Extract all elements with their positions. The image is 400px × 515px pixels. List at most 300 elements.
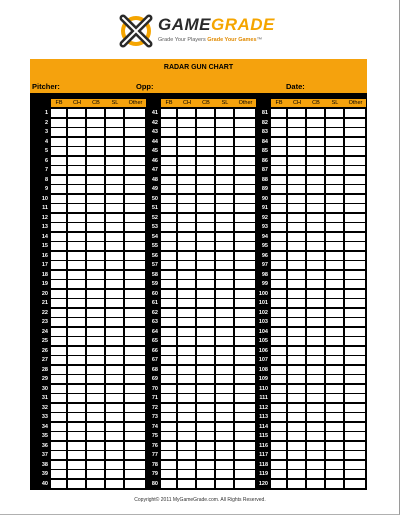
velocity-cell-sl[interactable]: [216, 328, 233, 336]
velocity-cell-other[interactable]: [345, 261, 365, 269]
velocity-cell-sl[interactable]: [326, 366, 343, 374]
velocity-cell-cb[interactable]: [87, 176, 104, 184]
velocity-cell-sl[interactable]: [216, 157, 233, 165]
velocity-cell-cb[interactable]: [197, 470, 214, 478]
velocity-cell-other[interactable]: [125, 176, 145, 184]
velocity-cell-cb[interactable]: [307, 356, 324, 364]
velocity-cell-sl[interactable]: [326, 394, 343, 402]
velocity-cell-fb[interactable]: [51, 480, 66, 488]
velocity-cell-cb[interactable]: [307, 394, 324, 402]
velocity-cell-cb[interactable]: [197, 214, 214, 222]
velocity-cell-other[interactable]: [125, 195, 145, 203]
velocity-cell-other[interactable]: [345, 318, 365, 326]
velocity-cell-other[interactable]: [235, 423, 255, 431]
velocity-cell-ch[interactable]: [288, 442, 305, 450]
velocity-cell-sl[interactable]: [326, 461, 343, 469]
velocity-cell-fb[interactable]: [271, 176, 286, 184]
velocity-cell-other[interactable]: [235, 119, 255, 127]
velocity-cell-sl[interactable]: [326, 166, 343, 174]
velocity-cell-cb[interactable]: [87, 223, 104, 231]
velocity-cell-fb[interactable]: [51, 423, 66, 431]
velocity-cell-cb[interactable]: [87, 261, 104, 269]
velocity-cell-other[interactable]: [235, 271, 255, 279]
velocity-cell-sl[interactable]: [106, 166, 123, 174]
velocity-cell-sl[interactable]: [106, 337, 123, 345]
velocity-cell-cb[interactable]: [307, 375, 324, 383]
velocity-cell-sl[interactable]: [326, 480, 343, 488]
velocity-cell-ch[interactable]: [178, 423, 195, 431]
velocity-cell-fb[interactable]: [271, 280, 286, 288]
velocity-cell-sl[interactable]: [326, 337, 343, 345]
velocity-cell-sl[interactable]: [326, 347, 343, 355]
velocity-cell-ch[interactable]: [68, 366, 85, 374]
velocity-cell-other[interactable]: [125, 166, 145, 174]
velocity-cell-sl[interactable]: [216, 318, 233, 326]
velocity-cell-cb[interactable]: [197, 223, 214, 231]
velocity-cell-other[interactable]: [235, 366, 255, 374]
velocity-cell-cb[interactable]: [197, 195, 214, 203]
velocity-cell-ch[interactable]: [68, 385, 85, 393]
velocity-cell-cb[interactable]: [87, 451, 104, 459]
velocity-cell-sl[interactable]: [326, 432, 343, 440]
velocity-cell-other[interactable]: [125, 223, 145, 231]
velocity-cell-fb[interactable]: [271, 318, 286, 326]
velocity-cell-ch[interactable]: [178, 214, 195, 222]
velocity-cell-fb[interactable]: [271, 157, 286, 165]
velocity-cell-ch[interactable]: [68, 271, 85, 279]
velocity-cell-ch[interactable]: [178, 195, 195, 203]
velocity-cell-fb[interactable]: [161, 176, 176, 184]
velocity-cell-cb[interactable]: [87, 461, 104, 469]
velocity-cell-fb[interactable]: [51, 233, 66, 241]
velocity-cell-ch[interactable]: [288, 309, 305, 317]
velocity-cell-sl[interactable]: [216, 147, 233, 155]
velocity-cell-cb[interactable]: [197, 157, 214, 165]
velocity-cell-cb[interactable]: [197, 375, 214, 383]
velocity-cell-cb[interactable]: [307, 328, 324, 336]
velocity-cell-other[interactable]: [345, 214, 365, 222]
velocity-cell-ch[interactable]: [288, 404, 305, 412]
velocity-cell-fb[interactable]: [161, 385, 176, 393]
velocity-cell-ch[interactable]: [178, 375, 195, 383]
velocity-cell-ch[interactable]: [68, 204, 85, 212]
velocity-cell-sl[interactable]: [326, 375, 343, 383]
velocity-cell-fb[interactable]: [51, 261, 66, 269]
velocity-cell-fb[interactable]: [271, 366, 286, 374]
velocity-cell-fb[interactable]: [51, 242, 66, 250]
velocity-cell-fb[interactable]: [271, 195, 286, 203]
velocity-cell-sl[interactable]: [106, 413, 123, 421]
velocity-cell-other[interactable]: [125, 290, 145, 298]
velocity-cell-fb[interactable]: [51, 271, 66, 279]
velocity-cell-other[interactable]: [125, 271, 145, 279]
velocity-cell-fb[interactable]: [51, 299, 66, 307]
velocity-cell-ch[interactable]: [288, 204, 305, 212]
velocity-cell-ch[interactable]: [178, 442, 195, 450]
velocity-cell-fb[interactable]: [161, 185, 176, 193]
velocity-cell-cb[interactable]: [87, 204, 104, 212]
velocity-cell-other[interactable]: [125, 280, 145, 288]
velocity-cell-fb[interactable]: [161, 366, 176, 374]
velocity-cell-fb[interactable]: [161, 204, 176, 212]
velocity-cell-ch[interactable]: [288, 385, 305, 393]
velocity-cell-other[interactable]: [125, 242, 145, 250]
velocity-cell-fb[interactable]: [51, 252, 66, 260]
velocity-cell-sl[interactable]: [216, 138, 233, 146]
velocity-cell-sl[interactable]: [106, 252, 123, 260]
velocity-cell-other[interactable]: [235, 347, 255, 355]
velocity-cell-other[interactable]: [345, 404, 365, 412]
velocity-cell-other[interactable]: [125, 461, 145, 469]
velocity-cell-ch[interactable]: [288, 318, 305, 326]
velocity-cell-ch[interactable]: [288, 470, 305, 478]
velocity-cell-ch[interactable]: [68, 195, 85, 203]
velocity-cell-other[interactable]: [125, 233, 145, 241]
velocity-cell-cb[interactable]: [197, 109, 214, 117]
velocity-cell-ch[interactable]: [178, 461, 195, 469]
velocity-cell-fb[interactable]: [51, 404, 66, 412]
velocity-cell-ch[interactable]: [68, 214, 85, 222]
velocity-cell-ch[interactable]: [68, 404, 85, 412]
velocity-cell-sl[interactable]: [216, 375, 233, 383]
velocity-cell-ch[interactable]: [68, 356, 85, 364]
velocity-cell-other[interactable]: [235, 309, 255, 317]
velocity-cell-cb[interactable]: [197, 356, 214, 364]
velocity-cell-fb[interactable]: [271, 337, 286, 345]
velocity-cell-other[interactable]: [345, 356, 365, 364]
velocity-cell-fb[interactable]: [161, 337, 176, 345]
velocity-cell-sl[interactable]: [326, 204, 343, 212]
velocity-cell-ch[interactable]: [288, 185, 305, 193]
velocity-cell-sl[interactable]: [326, 328, 343, 336]
velocity-cell-cb[interactable]: [307, 147, 324, 155]
velocity-cell-other[interactable]: [125, 385, 145, 393]
velocity-cell-cb[interactable]: [307, 385, 324, 393]
velocity-cell-fb[interactable]: [51, 214, 66, 222]
velocity-cell-other[interactable]: [235, 413, 255, 421]
velocity-cell-sl[interactable]: [106, 404, 123, 412]
velocity-cell-fb[interactable]: [271, 375, 286, 383]
velocity-cell-sl[interactable]: [106, 233, 123, 241]
velocity-cell-other[interactable]: [345, 347, 365, 355]
velocity-cell-ch[interactable]: [178, 356, 195, 364]
velocity-cell-other[interactable]: [125, 157, 145, 165]
velocity-cell-fb[interactable]: [161, 195, 176, 203]
velocity-cell-sl[interactable]: [216, 451, 233, 459]
velocity-cell-ch[interactable]: [68, 166, 85, 174]
velocity-cell-fb[interactable]: [271, 480, 286, 488]
velocity-cell-other[interactable]: [235, 280, 255, 288]
velocity-cell-ch[interactable]: [288, 195, 305, 203]
velocity-cell-fb[interactable]: [271, 185, 286, 193]
velocity-cell-fb[interactable]: [271, 432, 286, 440]
velocity-cell-ch[interactable]: [288, 128, 305, 136]
velocity-cell-ch[interactable]: [288, 347, 305, 355]
velocity-cell-fb[interactable]: [161, 328, 176, 336]
velocity-cell-fb[interactable]: [271, 214, 286, 222]
velocity-cell-fb[interactable]: [161, 423, 176, 431]
velocity-cell-sl[interactable]: [216, 252, 233, 260]
velocity-cell-sl[interactable]: [106, 328, 123, 336]
velocity-cell-cb[interactable]: [197, 147, 214, 155]
velocity-cell-fb[interactable]: [161, 394, 176, 402]
velocity-cell-fb[interactable]: [161, 442, 176, 450]
velocity-cell-cb[interactable]: [87, 394, 104, 402]
velocity-cell-ch[interactable]: [288, 157, 305, 165]
velocity-cell-sl[interactable]: [106, 366, 123, 374]
velocity-cell-other[interactable]: [345, 394, 365, 402]
velocity-cell-sl[interactable]: [326, 290, 343, 298]
velocity-cell-cb[interactable]: [87, 347, 104, 355]
velocity-cell-other[interactable]: [125, 119, 145, 127]
velocity-cell-cb[interactable]: [87, 109, 104, 117]
velocity-cell-fb[interactable]: [161, 280, 176, 288]
velocity-cell-ch[interactable]: [288, 261, 305, 269]
velocity-cell-ch[interactable]: [68, 147, 85, 155]
velocity-cell-fb[interactable]: [271, 166, 286, 174]
velocity-cell-cb[interactable]: [197, 337, 214, 345]
velocity-cell-cb[interactable]: [197, 271, 214, 279]
velocity-cell-sl[interactable]: [216, 280, 233, 288]
velocity-cell-sl[interactable]: [326, 385, 343, 393]
velocity-cell-sl[interactable]: [326, 309, 343, 317]
velocity-cell-sl[interactable]: [106, 128, 123, 136]
velocity-cell-cb[interactable]: [307, 138, 324, 146]
velocity-cell-ch[interactable]: [68, 451, 85, 459]
velocity-cell-fb[interactable]: [161, 119, 176, 127]
velocity-cell-cb[interactable]: [87, 214, 104, 222]
velocity-cell-sl[interactable]: [106, 223, 123, 231]
velocity-cell-cb[interactable]: [87, 385, 104, 393]
velocity-cell-sl[interactable]: [326, 451, 343, 459]
velocity-cell-ch[interactable]: [288, 214, 305, 222]
velocity-cell-sl[interactable]: [216, 356, 233, 364]
velocity-cell-other[interactable]: [235, 261, 255, 269]
velocity-cell-fb[interactable]: [51, 290, 66, 298]
velocity-cell-ch[interactable]: [288, 432, 305, 440]
velocity-cell-ch[interactable]: [68, 109, 85, 117]
velocity-cell-other[interactable]: [125, 423, 145, 431]
velocity-cell-sl[interactable]: [326, 223, 343, 231]
velocity-cell-cb[interactable]: [197, 204, 214, 212]
velocity-cell-sl[interactable]: [326, 280, 343, 288]
velocity-cell-sl[interactable]: [106, 176, 123, 184]
velocity-cell-other[interactable]: [345, 423, 365, 431]
velocity-cell-fb[interactable]: [161, 461, 176, 469]
velocity-cell-ch[interactable]: [68, 299, 85, 307]
velocity-cell-ch[interactable]: [288, 242, 305, 250]
velocity-cell-other[interactable]: [125, 318, 145, 326]
velocity-cell-sl[interactable]: [326, 423, 343, 431]
velocity-cell-fb[interactable]: [51, 375, 66, 383]
velocity-cell-cb[interactable]: [87, 470, 104, 478]
velocity-cell-sl[interactable]: [216, 185, 233, 193]
velocity-cell-cb[interactable]: [87, 404, 104, 412]
velocity-cell-cb[interactable]: [307, 166, 324, 174]
velocity-cell-cb[interactable]: [87, 166, 104, 174]
velocity-cell-ch[interactable]: [288, 176, 305, 184]
velocity-cell-other[interactable]: [125, 375, 145, 383]
velocity-cell-cb[interactable]: [197, 166, 214, 174]
velocity-cell-sl[interactable]: [216, 413, 233, 421]
velocity-cell-ch[interactable]: [68, 223, 85, 231]
velocity-cell-cb[interactable]: [197, 385, 214, 393]
velocity-cell-fb[interactable]: [271, 204, 286, 212]
velocity-cell-cb[interactable]: [307, 109, 324, 117]
velocity-cell-other[interactable]: [125, 109, 145, 117]
velocity-cell-cb[interactable]: [197, 461, 214, 469]
velocity-cell-fb[interactable]: [51, 157, 66, 165]
velocity-cell-other[interactable]: [345, 413, 365, 421]
velocity-cell-fb[interactable]: [271, 138, 286, 146]
velocity-cell-other[interactable]: [125, 470, 145, 478]
velocity-cell-sl[interactable]: [326, 195, 343, 203]
velocity-cell-sl[interactable]: [106, 356, 123, 364]
velocity-cell-sl[interactable]: [106, 157, 123, 165]
velocity-cell-other[interactable]: [235, 147, 255, 155]
velocity-cell-other[interactable]: [345, 366, 365, 374]
velocity-cell-other[interactable]: [125, 214, 145, 222]
velocity-cell-sl[interactable]: [106, 195, 123, 203]
velocity-cell-other[interactable]: [345, 309, 365, 317]
velocity-cell-other[interactable]: [125, 252, 145, 260]
velocity-cell-other[interactable]: [235, 394, 255, 402]
velocity-cell-cb[interactable]: [307, 366, 324, 374]
velocity-cell-ch[interactable]: [288, 223, 305, 231]
velocity-cell-sl[interactable]: [106, 451, 123, 459]
velocity-cell-fb[interactable]: [161, 309, 176, 317]
velocity-cell-sl[interactable]: [326, 185, 343, 193]
velocity-cell-fb[interactable]: [51, 309, 66, 317]
velocity-cell-cb[interactable]: [87, 375, 104, 383]
velocity-cell-cb[interactable]: [87, 233, 104, 241]
velocity-cell-sl[interactable]: [106, 261, 123, 269]
velocity-cell-ch[interactable]: [178, 271, 195, 279]
velocity-cell-cb[interactable]: [307, 337, 324, 345]
velocity-cell-other[interactable]: [345, 252, 365, 260]
velocity-cell-sl[interactable]: [326, 413, 343, 421]
velocity-cell-sl[interactable]: [216, 480, 233, 488]
velocity-cell-ch[interactable]: [178, 242, 195, 250]
velocity-cell-fb[interactable]: [161, 233, 176, 241]
velocity-cell-cb[interactable]: [197, 423, 214, 431]
velocity-cell-sl[interactable]: [216, 109, 233, 117]
velocity-cell-sl[interactable]: [106, 147, 123, 155]
velocity-cell-ch[interactable]: [178, 347, 195, 355]
velocity-cell-sl[interactable]: [216, 128, 233, 136]
velocity-cell-cb[interactable]: [307, 223, 324, 231]
velocity-cell-fb[interactable]: [161, 375, 176, 383]
velocity-cell-sl[interactable]: [326, 404, 343, 412]
velocity-cell-ch[interactable]: [178, 328, 195, 336]
velocity-cell-other[interactable]: [235, 242, 255, 250]
velocity-cell-fb[interactable]: [271, 470, 286, 478]
velocity-cell-cb[interactable]: [87, 366, 104, 374]
velocity-cell-cb[interactable]: [197, 138, 214, 146]
velocity-cell-other[interactable]: [235, 442, 255, 450]
velocity-cell-other[interactable]: [125, 347, 145, 355]
velocity-cell-cb[interactable]: [197, 347, 214, 355]
velocity-cell-cb[interactable]: [197, 119, 214, 127]
velocity-cell-other[interactable]: [235, 337, 255, 345]
velocity-cell-cb[interactable]: [197, 261, 214, 269]
velocity-cell-other[interactable]: [345, 442, 365, 450]
velocity-cell-fb[interactable]: [51, 223, 66, 231]
velocity-cell-fb[interactable]: [161, 157, 176, 165]
velocity-cell-sl[interactable]: [216, 461, 233, 469]
velocity-cell-sl[interactable]: [106, 375, 123, 383]
velocity-cell-cb[interactable]: [87, 119, 104, 127]
velocity-cell-other[interactable]: [125, 366, 145, 374]
velocity-cell-sl[interactable]: [106, 271, 123, 279]
velocity-cell-fb[interactable]: [161, 252, 176, 260]
velocity-cell-cb[interactable]: [307, 451, 324, 459]
velocity-cell-other[interactable]: [345, 271, 365, 279]
velocity-cell-cb[interactable]: [87, 337, 104, 345]
velocity-cell-fb[interactable]: [271, 347, 286, 355]
velocity-cell-sl[interactable]: [326, 109, 343, 117]
velocity-cell-cb[interactable]: [197, 432, 214, 440]
velocity-cell-fb[interactable]: [161, 166, 176, 174]
velocity-cell-ch[interactable]: [68, 347, 85, 355]
velocity-cell-cb[interactable]: [87, 423, 104, 431]
velocity-cell-other[interactable]: [125, 394, 145, 402]
velocity-cell-ch[interactable]: [288, 480, 305, 488]
velocity-cell-ch[interactable]: [68, 423, 85, 431]
velocity-cell-other[interactable]: [345, 470, 365, 478]
velocity-cell-sl[interactable]: [216, 204, 233, 212]
velocity-cell-fb[interactable]: [271, 252, 286, 260]
velocity-cell-cb[interactable]: [197, 252, 214, 260]
velocity-cell-other[interactable]: [235, 290, 255, 298]
velocity-cell-sl[interactable]: [326, 242, 343, 250]
velocity-cell-ch[interactable]: [178, 261, 195, 269]
velocity-cell-cb[interactable]: [307, 423, 324, 431]
velocity-cell-fb[interactable]: [51, 385, 66, 393]
velocity-cell-fb[interactable]: [51, 128, 66, 136]
velocity-cell-fb[interactable]: [51, 119, 66, 127]
velocity-cell-fb[interactable]: [271, 109, 286, 117]
velocity-cell-ch[interactable]: [68, 442, 85, 450]
velocity-cell-fb[interactable]: [161, 347, 176, 355]
velocity-cell-sl[interactable]: [106, 442, 123, 450]
velocity-cell-other[interactable]: [345, 204, 365, 212]
velocity-cell-cb[interactable]: [87, 185, 104, 193]
velocity-cell-cb[interactable]: [307, 347, 324, 355]
velocity-cell-fb[interactable]: [161, 109, 176, 117]
velocity-cell-fb[interactable]: [51, 328, 66, 336]
velocity-cell-ch[interactable]: [288, 166, 305, 174]
velocity-cell-other[interactable]: [235, 328, 255, 336]
velocity-cell-other[interactable]: [125, 451, 145, 459]
velocity-cell-sl[interactable]: [216, 366, 233, 374]
velocity-cell-other[interactable]: [235, 432, 255, 440]
velocity-cell-cb[interactable]: [197, 128, 214, 136]
velocity-cell-cb[interactable]: [87, 309, 104, 317]
velocity-cell-fb[interactable]: [161, 128, 176, 136]
velocity-cell-ch[interactable]: [178, 147, 195, 155]
velocity-cell-sl[interactable]: [216, 271, 233, 279]
velocity-cell-other[interactable]: [345, 195, 365, 203]
velocity-cell-fb[interactable]: [271, 309, 286, 317]
velocity-cell-sl[interactable]: [106, 470, 123, 478]
velocity-cell-sl[interactable]: [106, 423, 123, 431]
velocity-cell-ch[interactable]: [68, 252, 85, 260]
velocity-cell-fb[interactable]: [51, 451, 66, 459]
velocity-cell-other[interactable]: [125, 147, 145, 155]
velocity-cell-ch[interactable]: [178, 470, 195, 478]
velocity-cell-cb[interactable]: [197, 480, 214, 488]
